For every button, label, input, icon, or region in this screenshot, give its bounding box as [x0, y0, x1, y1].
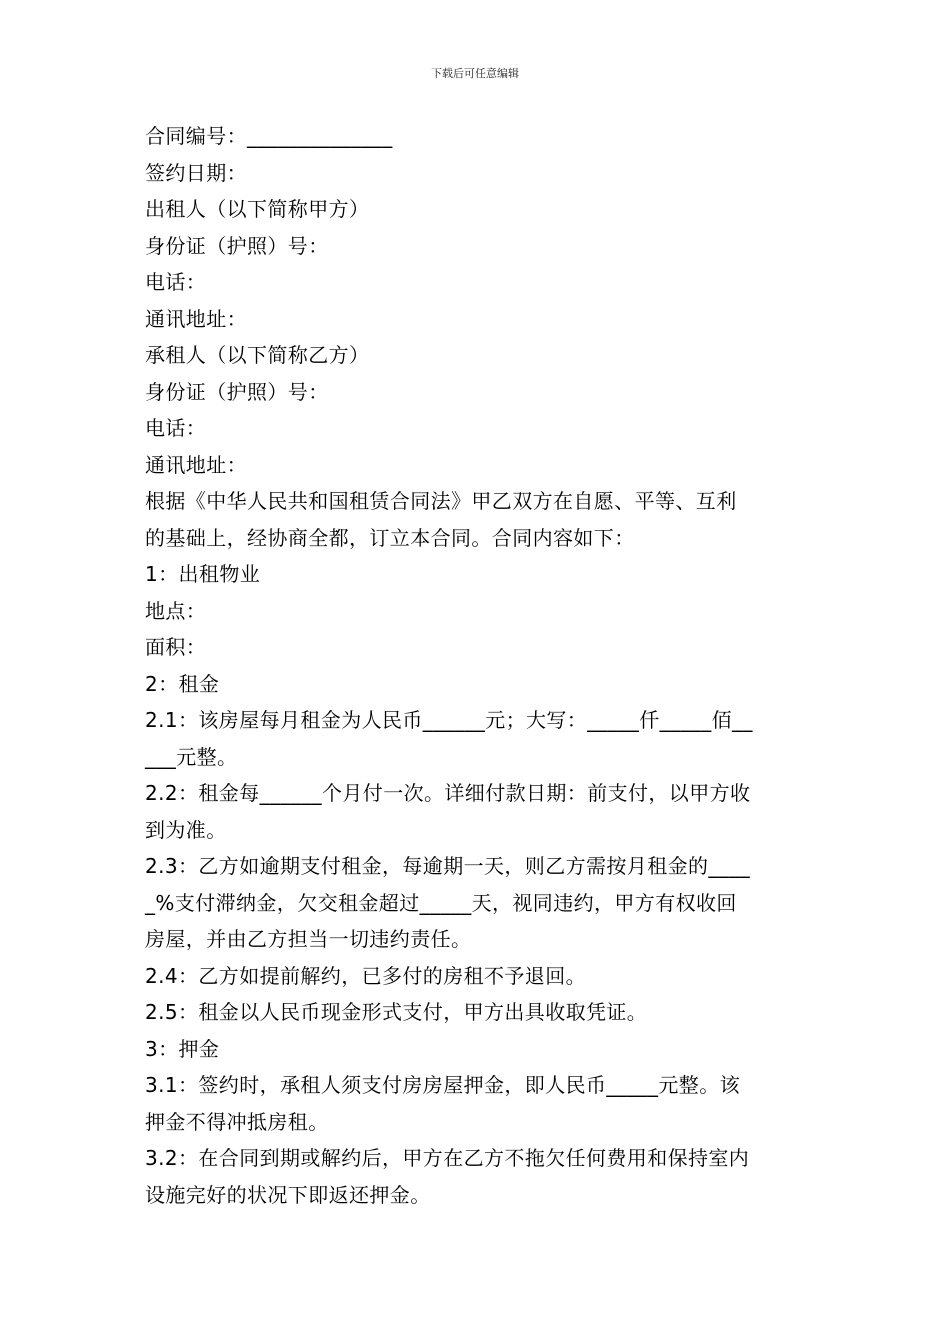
clause-line: ___元整。	[145, 744, 238, 769]
clause-line: 2.1：该房屋每月租金为人民币______元；大写：_____仟_____佰__	[145, 708, 753, 732]
lessor-line: 出租人（以下简称甲方）	[145, 197, 370, 221]
clause-line: 房屋，并由乙方担当一切违约责任。	[145, 927, 472, 951]
property-area-line: 面积：	[145, 635, 207, 659]
contract-number-line: 合同编号：______________	[145, 124, 393, 148]
clause-line: 2.2：租金每______个月付一次。详细付款日期：前支付，以甲方收	[145, 781, 751, 805]
property-location-line: 地点：	[145, 598, 207, 623]
contract-body	[145, 118, 813, 1213]
section-heading: 1：出租物业	[145, 562, 261, 586]
clause-line: 2.5：租金以人民币现金形式支付，甲方出具收取凭证。	[145, 1000, 648, 1024]
clause-line: 2.4：乙方如提前解约，已多付的房租不予退回。	[145, 963, 587, 988]
lessor-address-line: 通讯地址：	[145, 306, 247, 331]
page-header-note: 下载后可任意编辑	[431, 67, 519, 80]
lessor-id-line: 身份证（护照）号：	[145, 233, 329, 258]
clause-line: 设施完好的状况下即返还押金。	[145, 1182, 431, 1207]
lessor-phone-line: 电话：	[145, 270, 207, 294]
preamble-line: 根据《中华人民共和国租赁合同法》甲乙双方在自愿、平等、互利	[145, 489, 737, 513]
lessee-phone-line: 电话：	[145, 416, 207, 440]
section-heading: 2：租金	[145, 671, 220, 696]
lessee-address-line: 通讯地址：	[145, 452, 247, 477]
clause-line: _%支付滞纳金，欠交租金超过_____天，视同违约，甲方有权收回	[145, 890, 737, 915]
lessee-id-line: 身份证（护照）号：	[145, 379, 329, 404]
section-heading: 3：押金	[145, 1036, 220, 1061]
clause-line: 2.3：乙方如逾期支付租金，每逾期一天，则乙方需按月租金的____	[145, 854, 751, 878]
lessee-line: 承租人（以下简称乙方）	[145, 343, 370, 367]
clause-line: 3.2：在合同到期或解约后，甲方在乙方不拖欠任何费用和保持室内	[145, 1146, 750, 1170]
clause-line: 到为准。	[145, 817, 227, 842]
clause-line: 押金不得冲抵房租。	[145, 1109, 329, 1134]
clause-line: 3.1：签约时，承租人须支付房房屋押金，即人民币_____元整。该	[145, 1073, 741, 1097]
preamble-line: 的基础上，经协商全都，订立本合同。合同内容如下：	[145, 525, 635, 550]
signing-date-line: 签约日期：	[145, 160, 247, 185]
